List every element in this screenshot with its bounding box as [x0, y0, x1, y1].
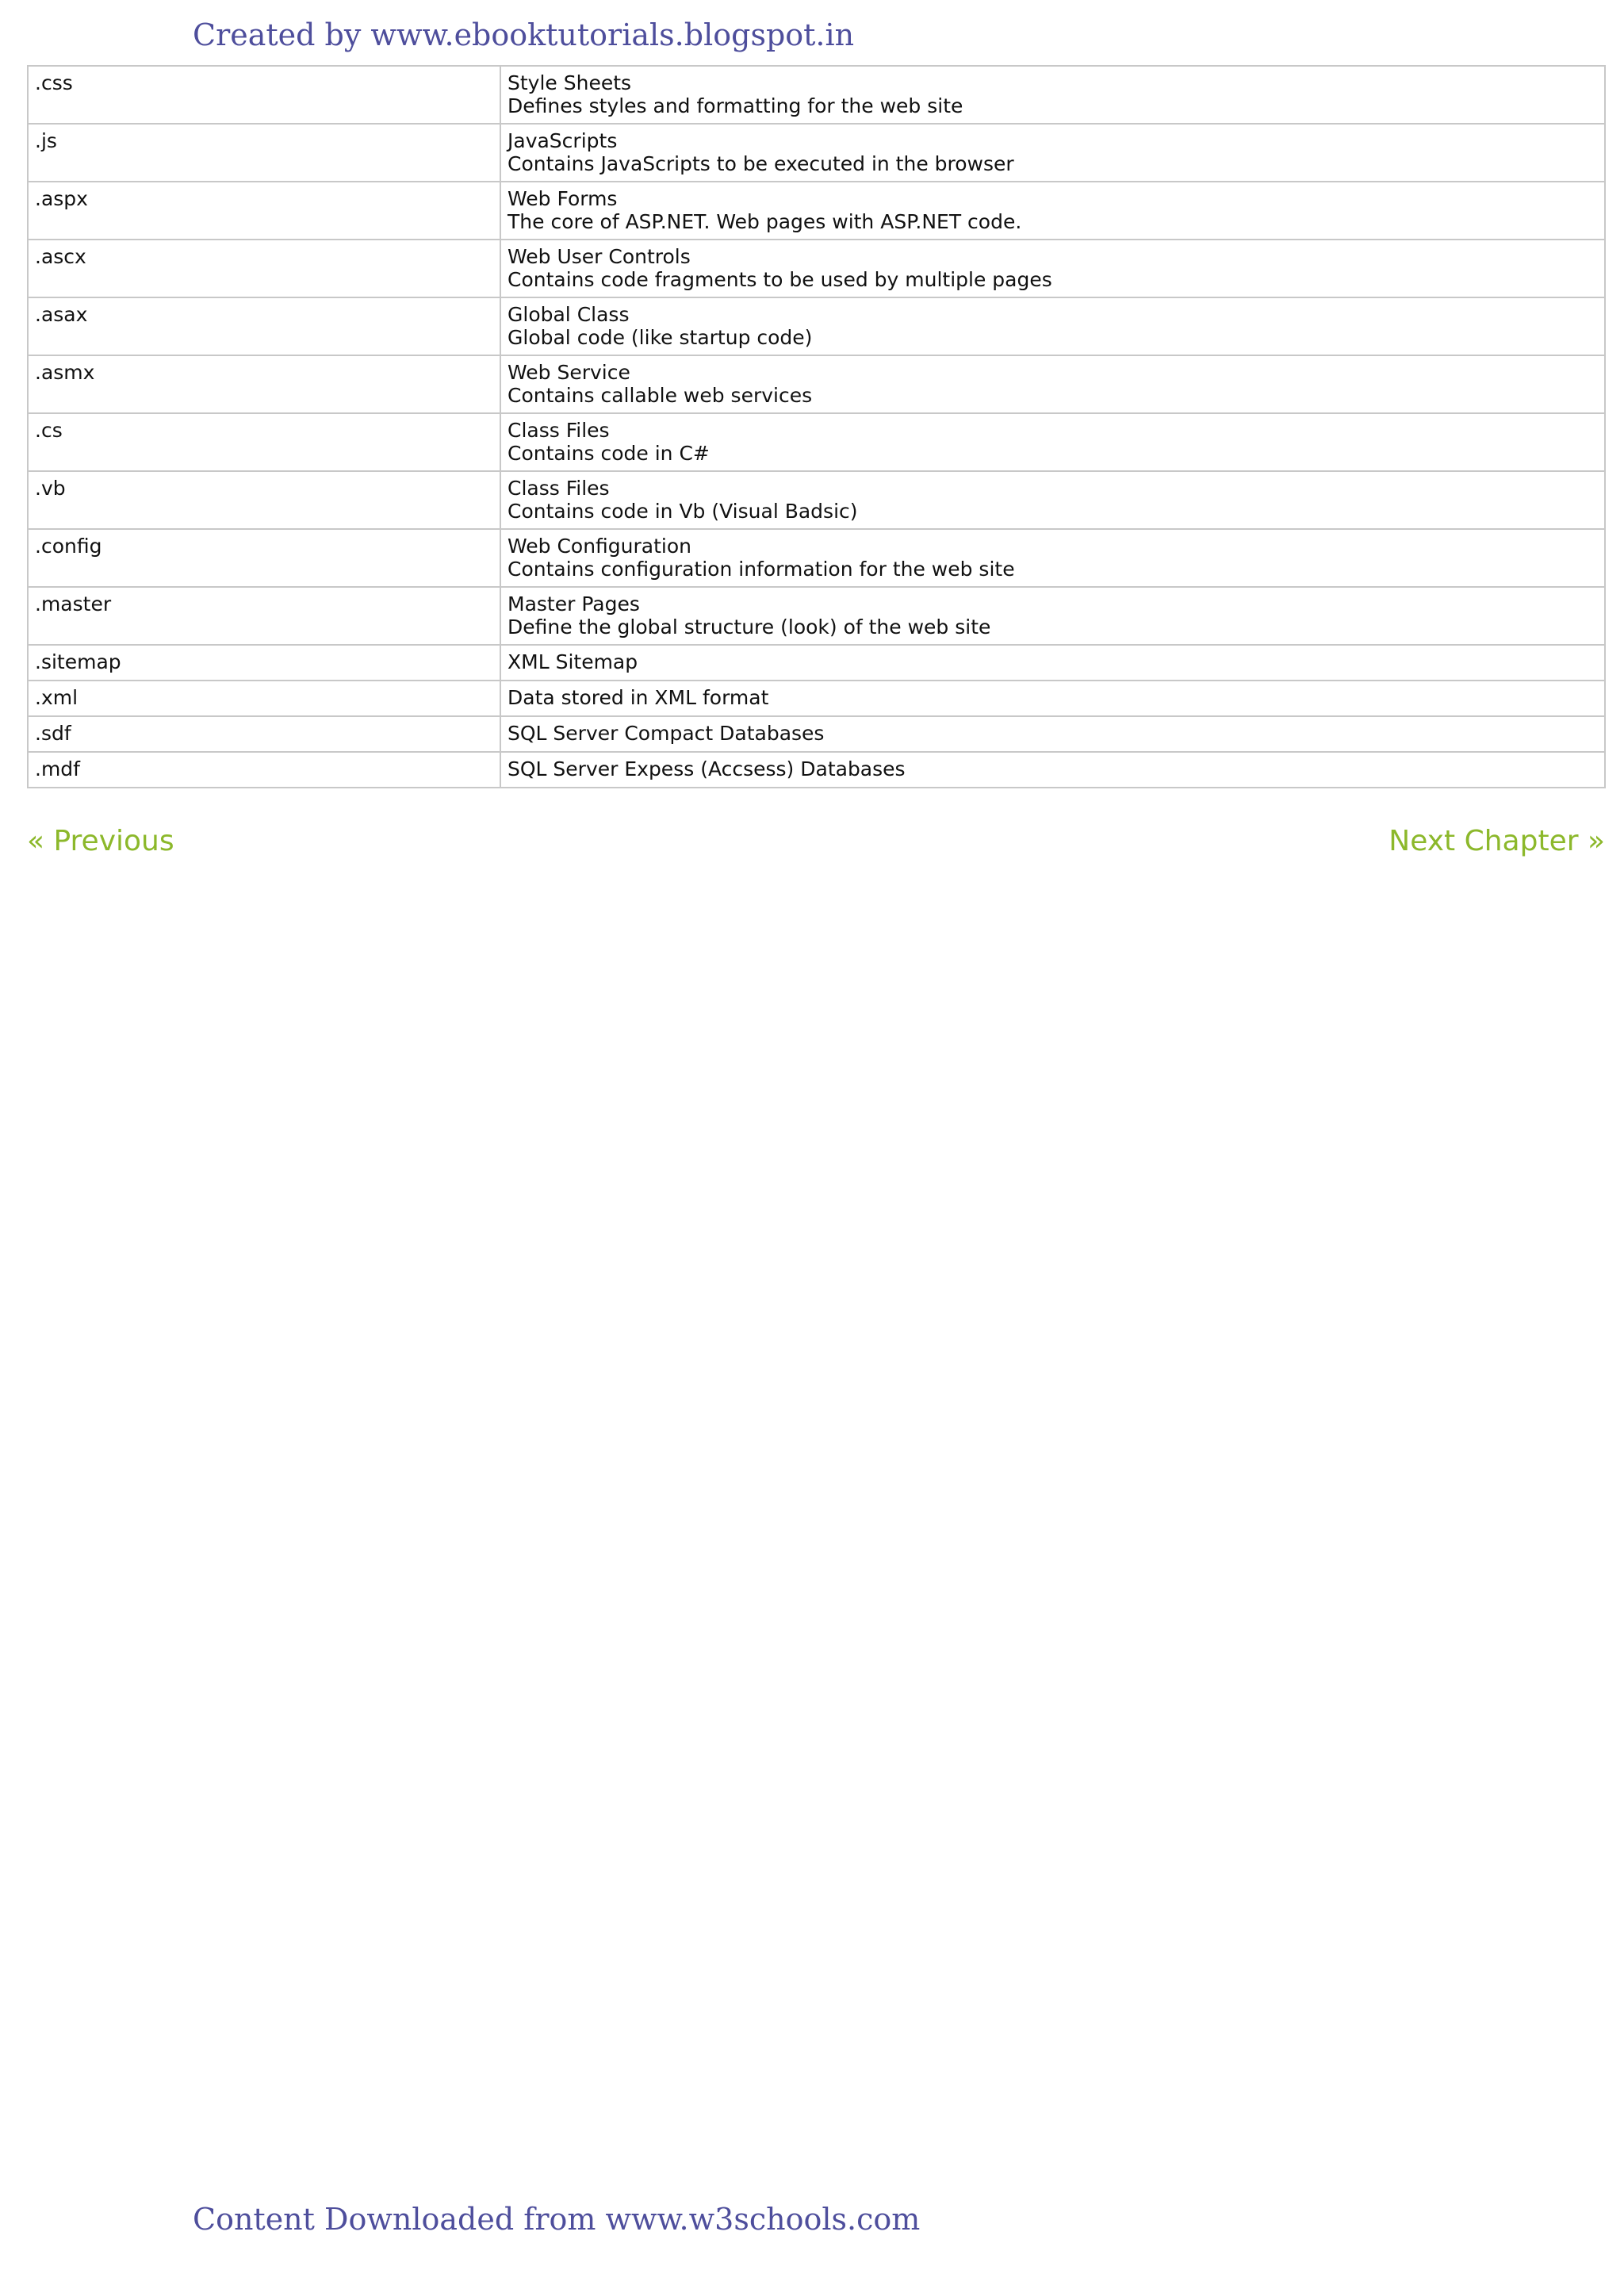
extension-cell: .aspx [28, 182, 500, 240]
description-cell [500, 752, 1605, 788]
description-cell [500, 297, 1605, 355]
table-row [28, 529, 1605, 587]
description-title: JavaScripts [508, 129, 618, 152]
table-row [28, 587, 1605, 645]
table-row [28, 752, 1605, 788]
description-title: Style Sheets [508, 71, 632, 94]
description-title: SQL Server Compact Databases [508, 722, 825, 745]
description-title: Master Pages [508, 592, 640, 615]
extension-cell: .sitemap [28, 645, 500, 681]
extension-cell: .vb [28, 471, 500, 529]
description-cell [500, 645, 1605, 681]
description-text: Global code (like startup code) [508, 326, 813, 349]
extension-cell: .mdf [28, 752, 500, 788]
extension-cell: .master [28, 587, 500, 645]
description-title: Data stored in XML format [508, 686, 769, 709]
description-cell [500, 355, 1605, 413]
description-title: Global Class [508, 303, 630, 326]
description-title: Web User Controls [508, 245, 691, 268]
description-title: SQL Server Expess (Accsess) Databases [508, 757, 906, 780]
description-cell [500, 66, 1605, 124]
previous-link[interactable]: « Previous [27, 825, 174, 857]
table-row [28, 124, 1605, 182]
description-cell [500, 240, 1605, 297]
description-title: Web Forms [508, 187, 618, 210]
description-text: Contains configuration information for the web site [508, 558, 1015, 581]
next-chapter-link[interactable]: Next Chapter » [1388, 825, 1605, 857]
table-row [28, 413, 1605, 471]
description-text: Contains callable web services [508, 384, 813, 407]
description-cell [500, 182, 1605, 240]
file-extensions-table [27, 65, 1606, 788]
table-row [28, 66, 1605, 124]
extension-cell: .cs [28, 413, 500, 471]
table-row [28, 240, 1605, 297]
extension-cell: .asmx [28, 355, 500, 413]
description-cell [500, 587, 1605, 645]
description-cell [500, 681, 1605, 716]
description-title: Web Configuration [508, 535, 691, 558]
extension-cell: .js [28, 124, 500, 182]
description-text: Defines styles and formatting for the web site [508, 94, 963, 117]
description-cell [500, 124, 1605, 182]
extension-cell: .config [28, 529, 500, 587]
description-cell [500, 716, 1605, 752]
table-body [28, 66, 1605, 788]
description-title: Class Files [508, 477, 610, 500]
description-text: Contains code fragments to be used by multiple pages [508, 268, 1052, 291]
table-row [28, 681, 1605, 716]
extension-cell: .asax [28, 297, 500, 355]
table-row [28, 355, 1605, 413]
table-row [28, 716, 1605, 752]
description-cell [500, 413, 1605, 471]
description-cell [500, 529, 1605, 587]
extension-cell: .sdf [28, 716, 500, 752]
table-row [28, 645, 1605, 681]
extension-cell: .css [28, 66, 500, 124]
description-text: Contains code in C# [508, 442, 710, 465]
description-title: Web Service [508, 361, 630, 384]
description-title: XML Sitemap [508, 650, 638, 673]
extension-cell: .xml [28, 681, 500, 716]
description-text: The core of ASP.NET. Web pages with ASP.NET code. [508, 210, 1022, 233]
table-row [28, 471, 1605, 529]
extension-cell: .ascx [28, 240, 500, 297]
description-text: Contains JavaScripts to be executed in the browser [508, 152, 1014, 175]
table-row [28, 297, 1605, 355]
header-credit: Created by www.ebooktutorials.blogspot.in [193, 17, 855, 52]
description-text: Define the global structure (look) of the web site [508, 615, 991, 638]
footer-credit: Content Downloaded from www.w3schools.com [193, 2202, 921, 2237]
table-row [28, 182, 1605, 240]
description-cell [500, 471, 1605, 529]
description-title: Class Files [508, 419, 610, 442]
description-text: Contains code in Vb (Visual Badsic) [508, 500, 858, 523]
